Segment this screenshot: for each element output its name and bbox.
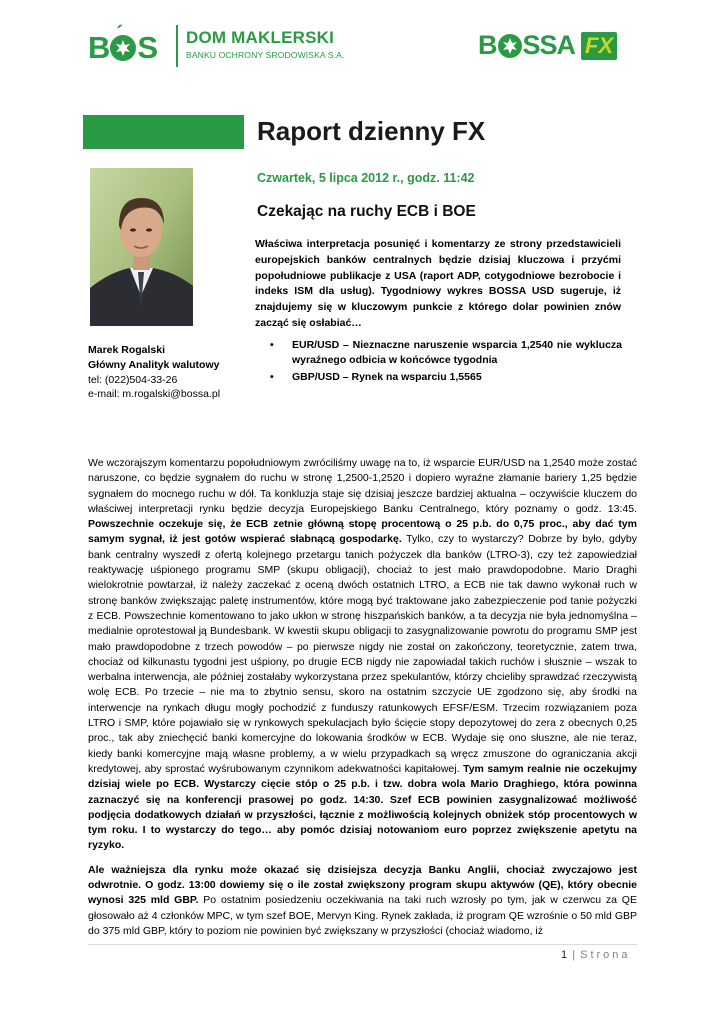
page-number — [561, 949, 631, 961]
logo-divider — [176, 25, 178, 67]
leaf-icon: ´ — [110, 35, 136, 61]
body-bold-text: Tym samym realnie nie oczekujmy dzisiaj wiele po ECB. Wystarczy cięcie stóp o 25 p.b. i tzw. dobra wola Mario Draghiego, która powinna zaznaczyć się na konferencji prasowej po godz. 14:30. Szef ECB powinien zasygnalizować możliwość podjęcia dodatkowych działań w przyszłości, łącznie z możliwością kolejnych obniżek stóp procentowych w tym roku. I to wystarczy do tego… aby pomóc dzisiaj notowaniom euro poprzez zwiększenie apetytu na ryzyko. — [88, 762, 638, 852]
bossa-letter-b: B — [478, 30, 497, 60]
page-label: Strona — [580, 949, 631, 961]
author-block — [88, 343, 248, 402]
author-role: Główny Analityk walutowy — [88, 358, 220, 371]
bos-logo — [88, 23, 158, 70]
analyst-photo — [90, 168, 193, 326]
body-text: We wczorajszym komentarzu popołudniowym zwróciliśmy uwagę na to, iż wsparcie EUR/USD na 1,2540 może zostać naruszone, co będzie sygnałem do ruchu w stronę 1,2500-1,2520 i dopiero wyraźne złamanie bariery 1,25 będzie sygnałem do mocnego ruchu w dół. Ta konkluzja staje się dzisiaj jeszcze bardziej aktualna – oczywiście kluczem do właściwej interpretacji rynku będzie decyzja Europejskiego Banku Centralnego, który poznamy o godz. 13:45. — [88, 457, 637, 515]
body-bold-text: Powszechnie oczekuje się, że ECB zetnie główną stopę procentową o 25 p.b. do 0,75 proc., aby dać tym samym sygnał, iż jest gotów wspierać słabnącą gospodarkę. — [88, 518, 637, 546]
fx-badge: FX — [581, 32, 617, 60]
report-title: Raport dzienny FX — [257, 116, 486, 146]
key-points-list — [270, 338, 622, 387]
bossa-letters-ssa: SSA — [522, 30, 576, 60]
body-bold-text: . O godz. 13:00 dowiemy się o ile został zwiększony program skupu aktywów (QE), który obecnie wynosi 325 mld GBP. — [88, 879, 637, 907]
list-item — [270, 338, 622, 368]
list-item — [270, 370, 622, 385]
report-body — [88, 456, 637, 948]
report-date: Czwartek, 5 lipca 2012 r., godz. 11:42 — [257, 171, 475, 185]
leaf-icon — [498, 34, 522, 58]
author-email[interactable]: e-mail: m.rogalski@bossa.pl — [88, 388, 221, 401]
bos-logo-letter-b: B — [88, 30, 110, 65]
page-number-value: 1 — [561, 949, 568, 961]
bos-logo-letter-s: S — [137, 30, 158, 65]
footer-divider — [88, 944, 637, 945]
bullet-icon: • — [270, 339, 274, 351]
dm-title: DOM MAKLERSKI — [186, 28, 335, 47]
bossa-fx-logo — [478, 30, 617, 61]
body-text: Po ostatnim posiedzeniu oczekiwania na taki ruch wzrosły po tym, jak w czerwcu za QE głosowało aż 4 członków MPC, w tym szef BOE, Mervyn King. Rynek zakłada, iż program QE wzrośnie o 50 mld GBP do 375 mld GBP, który to poziom nie powinien być zwiększany w przyszłości (chociaż wiadomo, iż — [88, 894, 637, 937]
page-number-separator: | — [572, 949, 576, 961]
body-bold-text: Ale ważniejsza dla rynku może okazać się dzisiejsza decyzja Banku Anglii, chociaż zwyczajowo jest odwrotnie — [88, 863, 637, 892]
intro-summary: Właściwa interpretacja posunięć i komentarzy ze strony przedstawicieli europejskich banków centralnych będzie dzisiaj kluczowa i przyćmi popołudniowe publikacje z USA (raport ADP, cotygodniowe bezrobocie i indeks ISM dla usług). Tygodniowy wykres BOSSA USD sugeruje, iż znajdujemy się w kluczowym punkcie z którego dolar powinien znów zacząć się osłabiać… — [255, 238, 621, 329]
body-text: Tylko, czy to wystarczy? Dobrze by było, gdyby bank centralny wyszedł z ofertą kolejnego przetargu tanich pożyczek dla banków (LTRO-3), czy też zapowiedział reaktywację uśpionego programu SMP (skupu obligacji), chociaż to jest mało prawdopodobne. Mario Draghi wielokrotnie powtarzał, iż należy zaczekać z oceną dwóch ostatnich LTRO, a ECB nie tak dawno wykonał ruch w stronę banków zwiększając paletę instrumentów, które mogą być traktowane jako zabezpieczenie pod tanie pożyczki z ECB. Powszechnie komentowano to jako ukłon w stronę hiszpańskich banków, a ta decyzja nie była jednomyślna – medialnie oprotestował ją Bundesbank. W kwestii skupu obligacji to zasygnalizowanie powrotu do programu SMP jest mało prawdopodobne z trzech powodów – po pierwsze nigdy nie został on zakończony, teoretycznie, zatem trwa, chociaż od kilkunastu tygodni jest uśpiony, po drugie ECB nigdy nie zapowiadał takich ruchów i słusznie – wszak to werbalna interwencja, ale później zostałaby wykorzystana przez spekulantów, którzy chcieliby sprawdzać rzeczywistą wolę ECB. Po trzecie – nie ma to zbytnio sensu, skoro na ostatnim szczycie UE zgodzono się, aby środki na interwencje na rynkach długu mogły pochodzić z funduszy ratunkowych EFSF/ESM. Trzecim rozwiązaniem poza LTRO i SMP, które pojawiało się w rynkowych spekulacjach było ścięcie stopy depozytowej do zera z obecnych 0,25 proc., tak aby zniechęcić banki komercyjne do lokowania środków w ECB. Wydaje się ono słuszne, ale nie teraz, kiedy banki komercyjne mają własne problemy, a w wielu przypadkach są wręcz zmuszone do ograniczania akcji kredytowej, aby sprostać wyśrubowanym czynnikom adekwatności kapitałowej. — [88, 533, 637, 775]
dm-subtitle: BANKU OCHRONY ŚRODOWISKA S.A. — [186, 50, 345, 60]
bullet-text: GBP/USD – Rynek na wsparciu 1,5565 — [292, 371, 482, 383]
bullet-text: EUR/USD – Nieznaczne naruszenie wsparcia 1,2540 nie wyklucza wyraźnego odbicia w końcówce tygodnia — [292, 339, 622, 366]
author-name: Marek Rogalski — [88, 344, 166, 356]
bullet-icon: • — [270, 371, 274, 383]
title-accent-bar — [83, 115, 244, 149]
body-paragraph-1 — [88, 456, 637, 854]
author-phone: tel: (022)504-33-26 — [88, 373, 178, 386]
body-paragraph-2 — [88, 863, 637, 939]
report-headline: Czekając na ruchy ECB i BOE — [257, 203, 476, 220]
